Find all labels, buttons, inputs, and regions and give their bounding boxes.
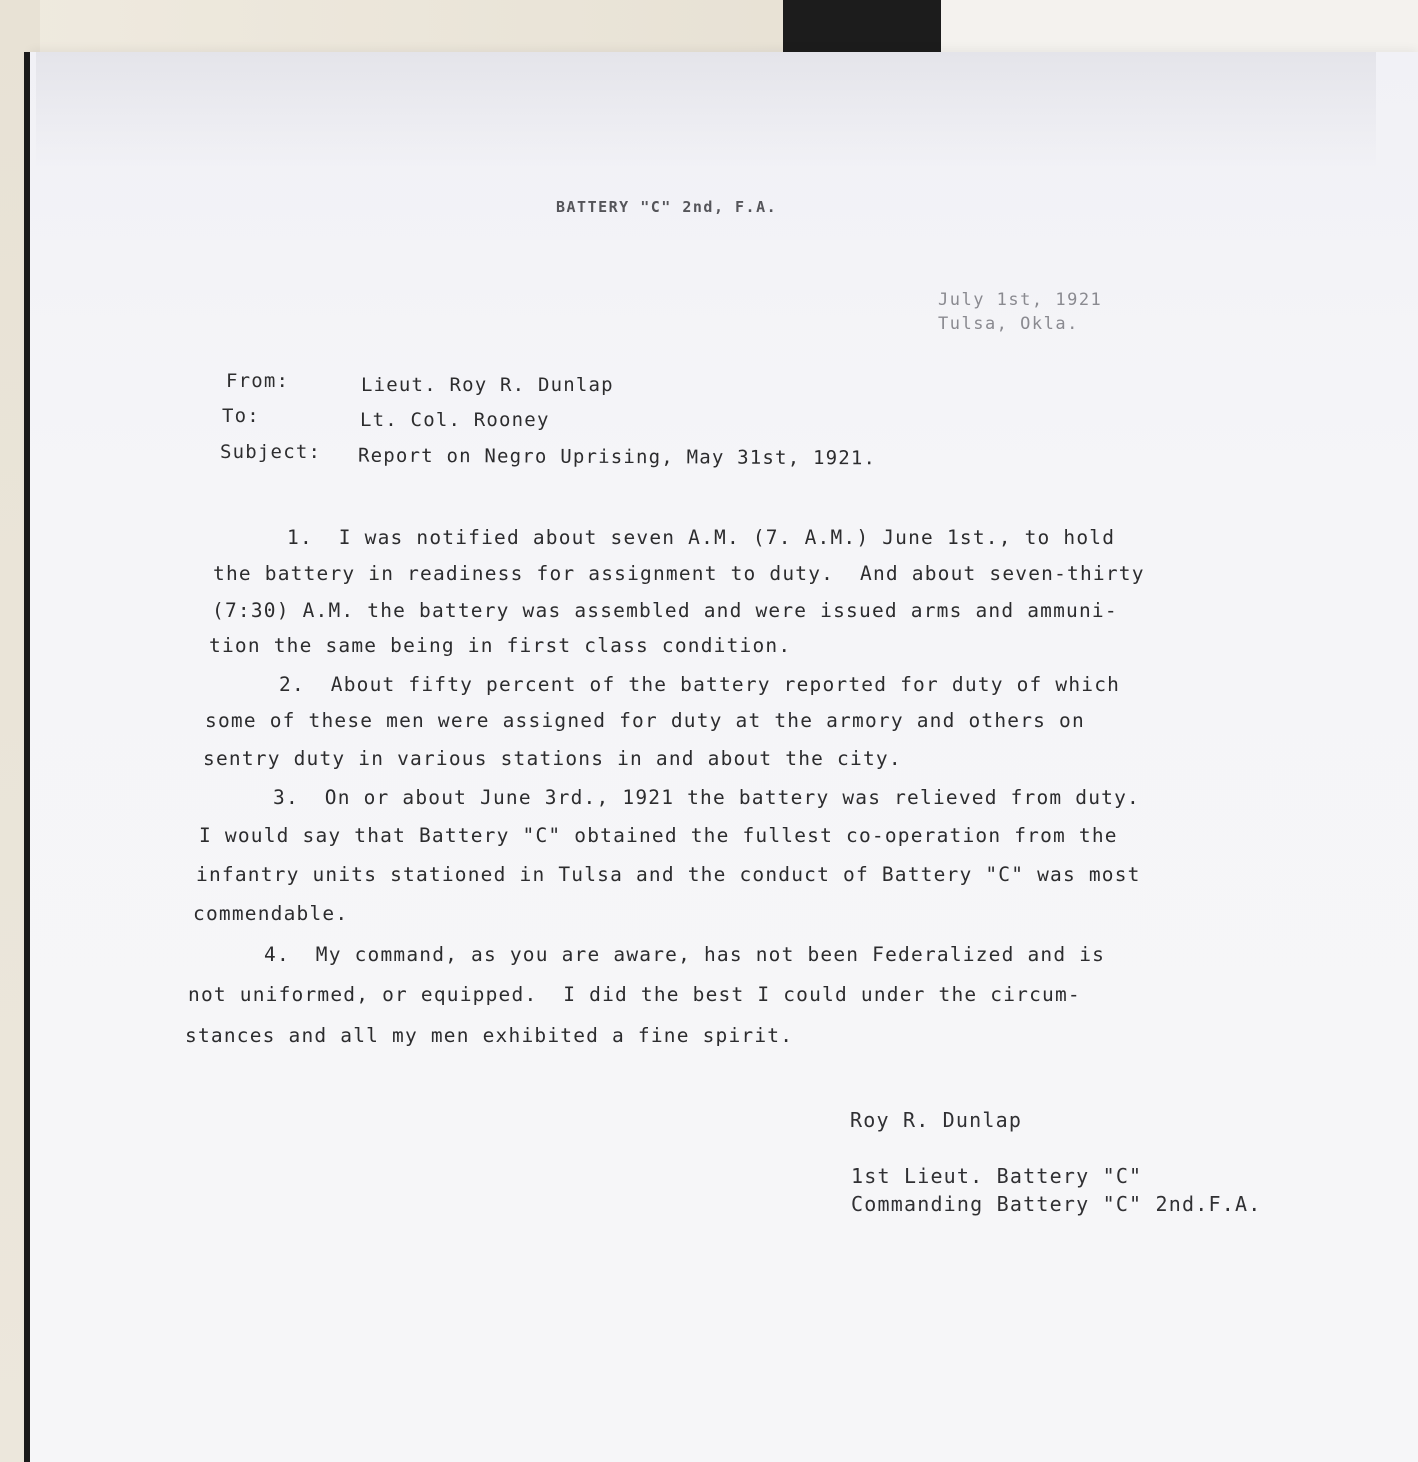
- date-line: July 1st, 1921: [938, 290, 1103, 310]
- to-value: Lt. Col. Rooney: [360, 409, 550, 431]
- letterhead: BATTERY "C" 2nd, F.A.: [556, 198, 778, 216]
- para2-line3: sentry duty in various stations in and about the city.: [203, 747, 902, 770]
- to-label: To:: [222, 405, 260, 427]
- para1-line3: (7:30) A.M. the battery was assembled and were issued arms and ammuni-: [212, 599, 1118, 622]
- para2-line2: some of these men were assigned for duty at the armory and others on: [205, 709, 1085, 732]
- signature-title-2: Commanding Battery "C" 2nd.F.A.: [851, 1192, 1262, 1216]
- signature-name: Roy R. Dunlap: [850, 1108, 1023, 1132]
- from-label: From:: [226, 370, 290, 392]
- para1-line2: the battery in readiness for assignment to duty. And about seven-thirty: [213, 562, 1145, 585]
- para2-line1: 2. About fifty percent of the battery reported for duty of which: [279, 673, 1121, 696]
- para4-line3: stances and all my men exhibited a fine spirit.: [185, 1024, 794, 1047]
- signature-title-1: 1st Lieut. Battery "C": [851, 1164, 1143, 1188]
- place-line: Tulsa, Okla.: [938, 314, 1079, 334]
- subject-value: Report on Negro Uprising, May 31st, 1921.: [357, 444, 877, 470]
- from-value: Lieut. Roy R. Dunlap: [361, 374, 614, 396]
- para4-line2: not uniformed, or equipped. I did the best I could under the circum-: [188, 983, 1081, 1006]
- para1-line4: tion the same being in first class condition.: [209, 634, 792, 657]
- para1-line1: 1. I was notified about seven A.M. (7. A.M.) June 1st., to hold: [287, 526, 1116, 549]
- subject-label: Subject:: [220, 441, 322, 463]
- para3-line1: 3. On or about June 3rd., 1921 the battery was relieved from duty.: [273, 786, 1140, 809]
- para4-line1: 4. My command, as you are aware, has not been Federalized and is: [264, 943, 1106, 966]
- para3-line4: commendable.: [193, 902, 349, 925]
- para3-line2: I would say that Battery "C" obtained the fullest co-operation from the: [199, 824, 1118, 847]
- para3-line3: infantry units stationed in Tulsa and the conduct of Battery "C" was most: [196, 863, 1141, 886]
